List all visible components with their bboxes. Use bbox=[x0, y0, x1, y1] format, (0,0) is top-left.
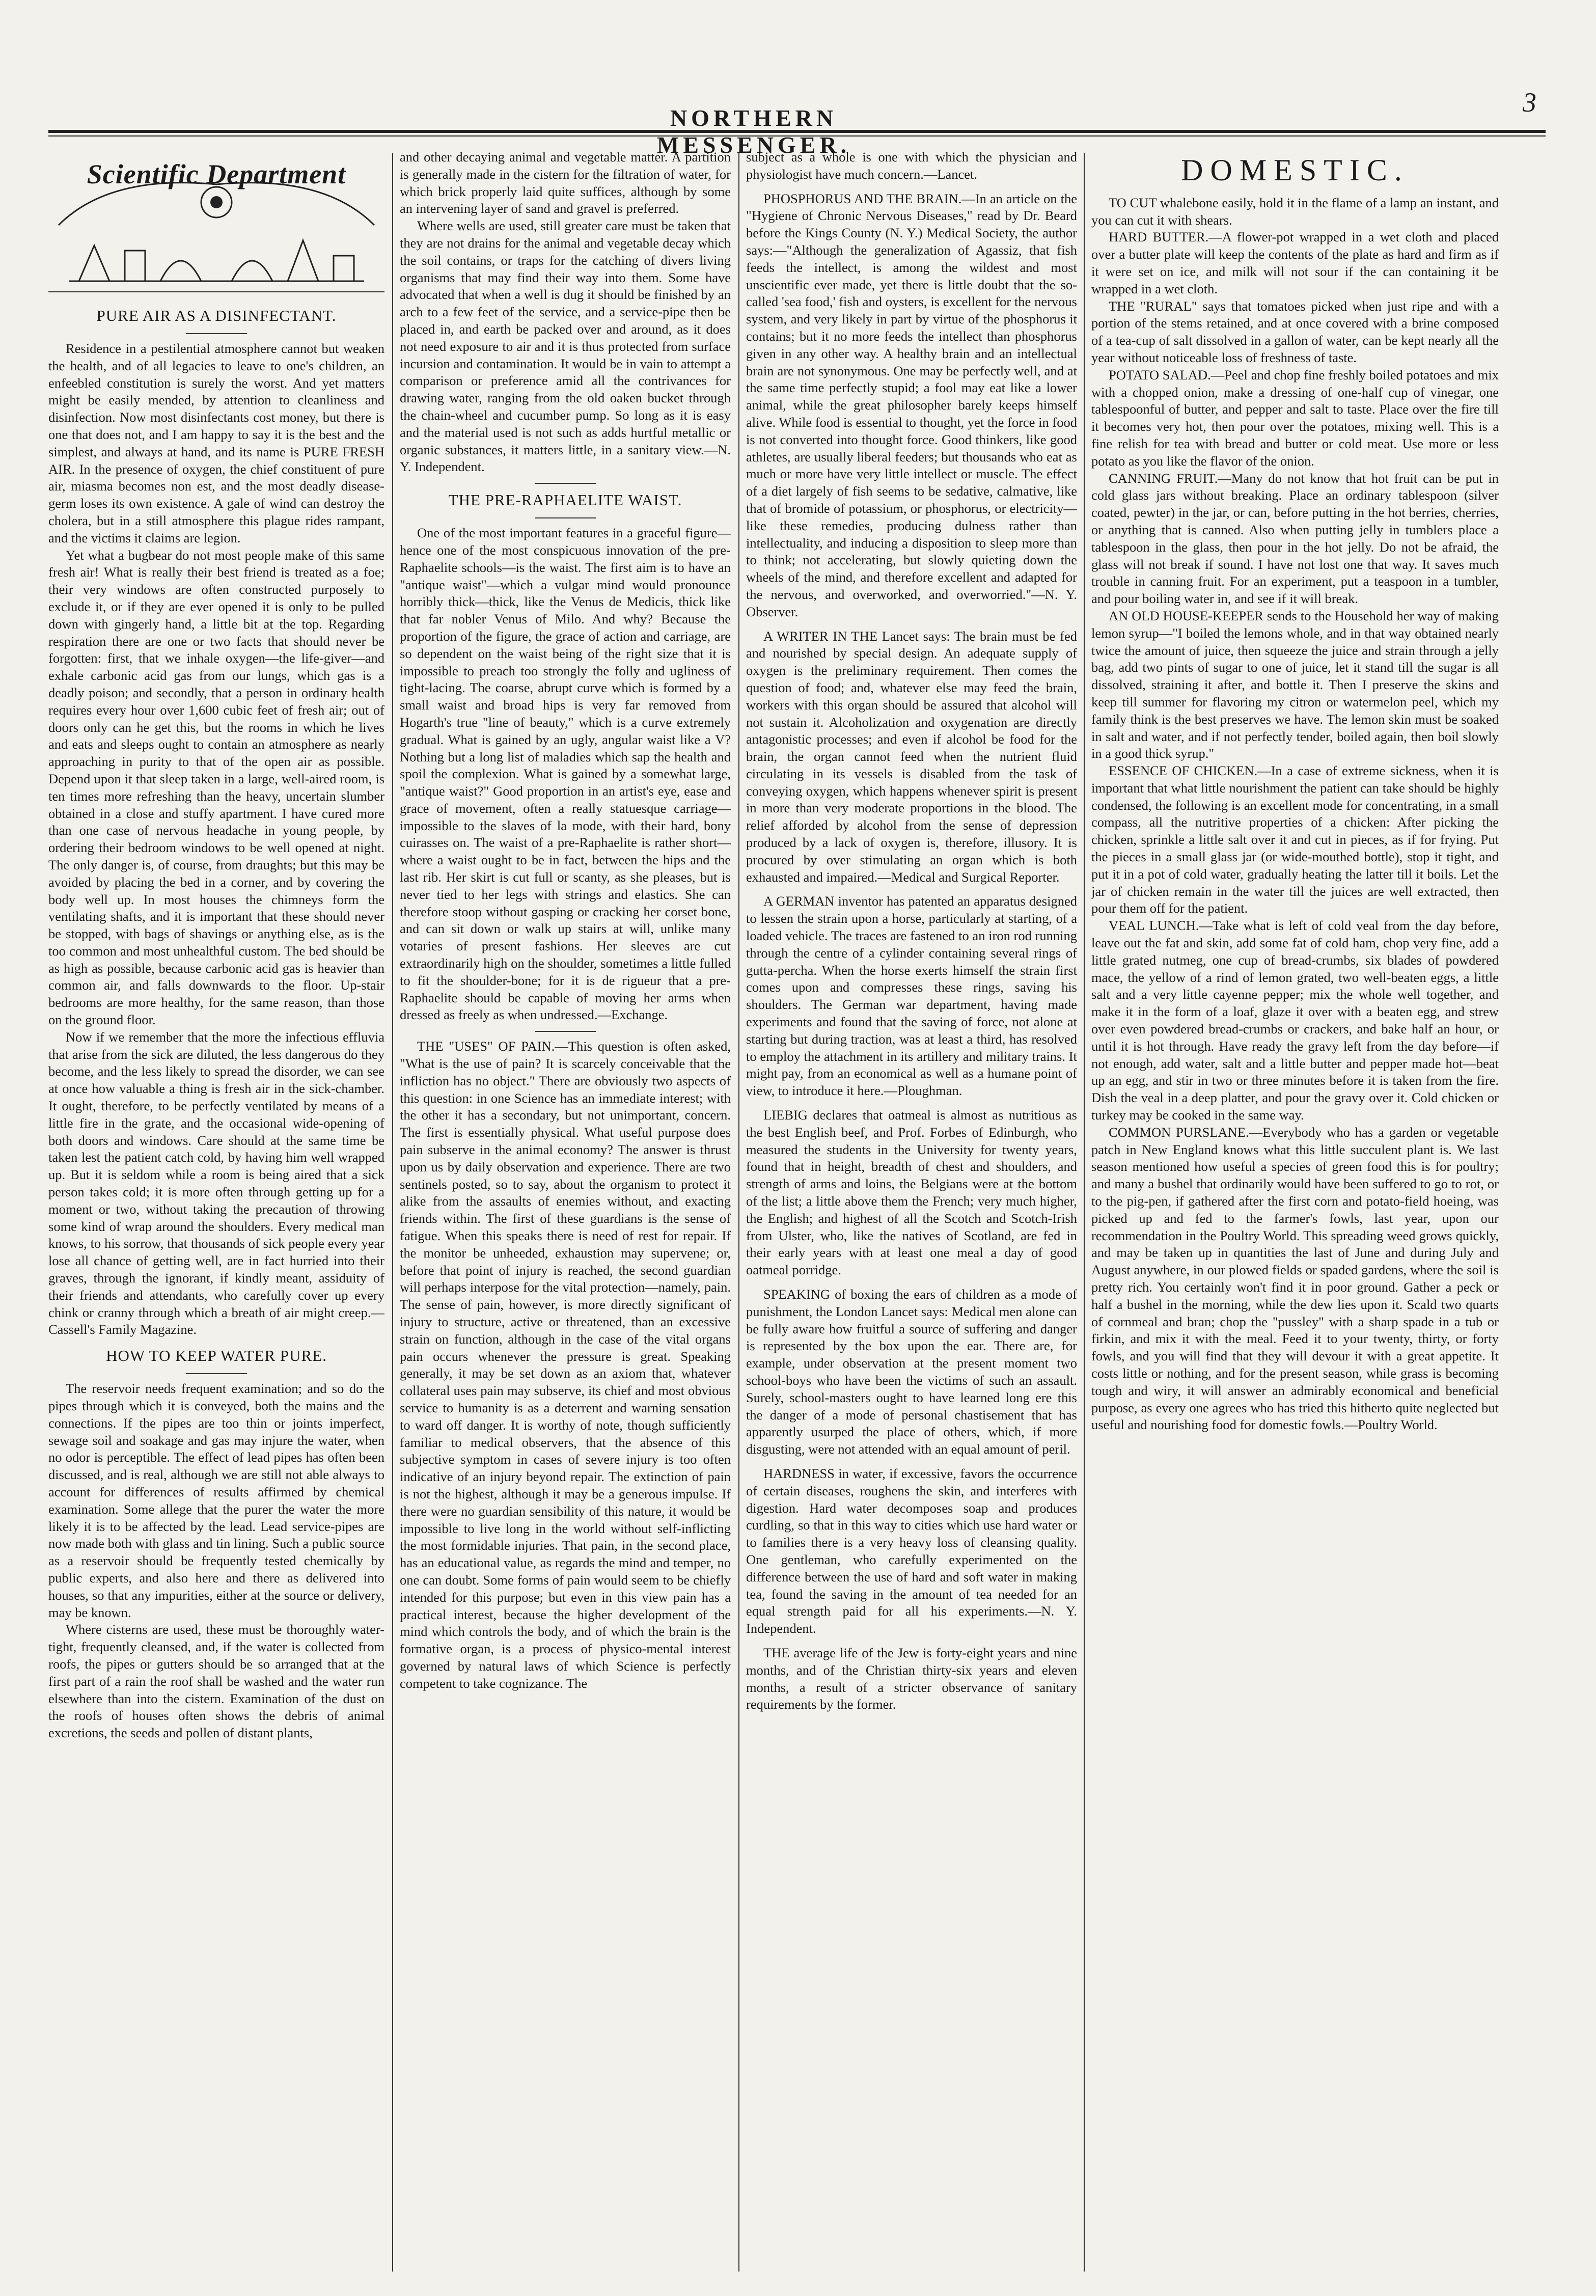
article-paragraph: LIEBIG declares that oatmeal is almost as nutritious as the best English beef, and Prof. Forbes of Edinburgh, who measured the students in the University for twenty years, found that in height, breadth of chest and shoulders, and strength of arms and loins, the Belgians were at the bottom of the list; a little above them the French; very much higher, the English; and highest of all the Scotch and Scotch-Irish from Ulster, who, like the natives of Scotland, are fed in their early years with at least one meal a day of good oatmeal porridge. bbox=[746, 1107, 1077, 1278]
recipe-paragraph: THE "RURAL" says that tomatoes picked when just ripe and with a portion of the stems retained, and at once covered with a brine composed of a tea-cup of salt dissolved in a gallon of water, can be kept nearly all the year without noticeable loss of freshness of taste. bbox=[1091, 298, 1499, 365]
logo-text: Scientific Department bbox=[87, 159, 346, 189]
column-divider bbox=[392, 153, 393, 2272]
recipe-paragraph: VEAL LUNCH.—Take what is left of cold veal from the day before, leave out the fat and skin, add some fat of cold ham, chop very fine, add a little grated nutmeg, one cup of bread-crumbs, six blades of powdered mace, the yellow of a rind of lemon grated, two well-beaten eggs, a little salt and a very little cayenne pepper; mix the whole well together, and make it in the form of a loaf, glaze it over with a beaten egg, and strew over even powdered bread-crumbs or crackers, and bake half an hour, or until it is hot through. Have ready the gravy left from the day before—if not enough, add water, salt and a little butter and pepper made hot—beat up an egg, and stir in two or three minutes before it is taken from the fire. Dish the veal in a deep platter, and pour the gravy over it. Cold chicken or turkey may be cooked in the same way. bbox=[1091, 918, 1499, 1123]
heading-rule bbox=[535, 517, 596, 518]
article-paragraph: One of the most important features in a graceful figure—hence one of the most conspicuous innovation of the pre-Raphaelite schools—is the waist. The first aim is to have an "antique waist"—which a vulgar mind would pronounce horribly thick—thick, like the Venus de Medicis, thick like that far nobler Venus of Milo. And why? Because the proportion of the figure, the grace of action and carriage, are so dependent on the waist being of the right size that it is impossible to preach too strongly the folly and ugliness of tight-lacing. The coarse, abrupt curve which is formed by a small waist and broad hips is very far removed from Hogarth's true "line of beauty," which is a curve extremely gradual. What is gained by an ugly, angular waist like a V? Nothing but a long list of maladies which sap the health and spoil the complexion. What is gained by a somewhat large, "antique waist?" Good proportion in an artist's eye, ease and grace of movement, often a really statuesque carriage—impossible to the slaves of la mode, with their hard, bony cuirasses on. The waist of a pre-Raphaelite is rather short—where a waist ought to be in fact, between the hips and the last rib. Her skirt is cut full or scanty, as she pleases, but is never tied to her legs with strings and elastics. She can therefore stoop without gasping or cracking her corset bone, and can sit down or walk up stairs at will, unlike many votaries of present fashions. Her sleeves are cut extraordinarily high on the shoulder, sometimes a little fulled to fit the shoulder-bone; for it is de rigueur that a pre-Raphaelite should be capable of moving her arms when dressed as freely as when undressed.—Exchange. bbox=[400, 525, 731, 1023]
article-paragraph: subject as a whole is one with which the physician and physiologist have much concern.—Lancet. bbox=[746, 149, 1077, 182]
article-paragraph: The reservoir needs frequent examination; and so do the pipes through which it is conveyed, both the mains and the connections. If the pipes are too thin or joints imperfect, sewage soil and soakage and gas may injure the water, when no odor is perceptible. The effect of lead pipes has often been discussed, and is real, although we are still not able always to account for differences of results affirmed by chemical examination. Some allege that the purer the water the more likely it is to be affected by the lead. Lead service-pipes are now made both with glass and tin lining. Such a public source as a reservoir should be frequently tested chemically by public experts, and also here and there as delivered into houses, so that any impurities, either at the source or delivery, may be known. bbox=[48, 1381, 384, 1620]
column-1 bbox=[48, 149, 384, 2273]
article-title: THE PRE-RAPHAELITE WAIST. bbox=[448, 491, 682, 509]
column-3 bbox=[746, 149, 1077, 2273]
masthead bbox=[0, 0, 1596, 158]
masthead-title: NORTHERN MESSENGER. bbox=[656, 105, 851, 158]
masthead-rule bbox=[48, 130, 1546, 133]
article-title: PURE AIR AS A DISINFECTANT. bbox=[96, 307, 337, 324]
article-paragraph: Where cisterns are used, these must be thoroughly water-tight, frequently cleansed, and, if the water is collected from roofs, the pipes or gutters should be so arranged that at the first part of a rain the roof shall be washed and the water run elsewhere than into the cistern. Examination of the dust on the roofs of houses often shows the debris of animal excretions, the seeds and pollen of distant plants, bbox=[48, 1622, 384, 1741]
page-number: 3 bbox=[1523, 87, 1536, 118]
heading-rule bbox=[535, 483, 596, 484]
recipe-paragraph: CANNING FRUIT.—Many do not know that hot fruit can be put in cold glass jars without breaking. Place an ordinary tablespoon (silver coated, pewter) in the jar, or can, before putting in the hot berries, cherries, or anything that is canned. Also when putting jelly in tumblers place a tablespoon in the glass, then pour in the hot jelly. Do not be afraid, the glass will not break if sound. I have not lost one that way. It saves much trouble in canning fruit. For an experiment, put a teaspoon in a tumbler, and pour boiling water in, and see if it will break. bbox=[1091, 470, 1499, 607]
recipe-paragraph: ESSENCE OF CHICKEN.—In a case of extreme sickness, when it is important that what little nourishment the patient can take should be highly condensed, the following is an excellent mode for concentrating, in a small compass, all the nutritive properties of a chicken: After picking the chicken, sprinkle a little salt over it and cut in pieces, as if for frying. Put the pieces in a small glass jar (or wide-mouthed bottle), stop it tight, and put it in a pot of cold water, gradually heating the latter till it boils. Let the jar of chicken remain in the water till the juices are well extracted, then pour them off for the patient. bbox=[1091, 763, 1499, 916]
article-paragraph: A GERMAN inventor has patented an apparatus designed to lessen the strain upon a horse, particularly at starting, of a loaded vehicle. The traces are fastened to an iron rod running through the centre of a cylinder containing several rings of gutta-percha. When the horse exerts himself the strain first comes upon and compresses these rings, saving his shoulders. The German war department, having made experiments and found that the saving of force, not alone at starting but during traction, was at least a third, has resolved to employ the attachment in its artillery and military trains. It might pay, from an economical as well as a humane point of view, to introduce it here.—Ploughman. bbox=[746, 893, 1077, 1099]
section-title: DOMESTIC. bbox=[1181, 153, 1409, 187]
article-paragraph: Yet what a bugbear do not most people make of this same fresh air! What is really their best friend is treated as a foe; their very windows are often constructed purposely to exclude it, or if they are ever opened it is only to be pulled down with gingerly hand, a little bit at the top. Regarding respiration there are one or two facts that should never be forgotten: first, that we inhale oxygen—the life-giver—and exhale carbonic acid gas from our lungs, which gas is a deadly poison; and secondly, that a person in ordinary health requires every hour over 1,600 cubic feet of fresh air; out of doors only can he get this, but the rooms in which he lives and eats and sleeps ought to contain an atmosphere as nearly approaching in purity to that of the open air as possible. Depend upon it that sleep taken in a large, well-aired room, is ten times more refreshing than the heavy, uncertain slumber obtained in a close and stuffy apartment. I have cured more than one case of nervous headache in young people, by ordering their bedroom windows to be well opened at night. The only danger is, of course, from draughts; but this may be avoided by placing the bed in a corner, and by covering the body well up. In most houses the chimneys form the ventilating shafts, and it is important that these should never be stopped, with bags of shavings or anything else, as is the too common and most unhealthful custom. The bed should be as high as possible, because carbonic acid gas is heavier than common air, and falls downwards to the floor. Up-stair bedrooms are more healthy, for the same reason, than those on the ground floor. bbox=[48, 547, 384, 1028]
column-2 bbox=[400, 149, 731, 2273]
column-4 bbox=[1091, 149, 1499, 2273]
article-paragraph: THE "USES" OF PAIN.—This question is often asked, "What is the use of pain? It is scarcely conceivable that the infliction has no object." There are obviously two aspects of this question: in one Science has an immediate interest; with the other it has a secondary, but not unimportant, concern. The first is essentially physical. What useful purpose does pain subserve in the animal economy? The answer is thrust upon us by daily observation and experience. There are two sentinels posted, so to say, about the organism to protect it alike from the assaults of enemies without, and exacting friends within. The first of these guardians is the sense of fatigue. When this speaks there is need of rest for repair. If the monitor be unheeded, exhaustion may supervene; or, before that point of injury is reached, the second guardian will perhaps interpose for the vital protection—namely, pain. The sense of pain, however, is more directly significant of injury to structure, active or threatened, than an excessive strain on function, although in the case of the vital organs pain occurs whenever the pressure is great. Speaking generally, it may be set down as an axiom that, whatever collateral uses pain may subserve, its chief and most obvious service to humanity is as a deterrent and warning sensation to ward off danger. It is worthy of note, though sufficiently familiar to medical observers, that the absence of this subjective symptom in cases of severe injury is too often indicative of an injury beyond repair. The extinction of pain is not the highest, although it may be a generous impulse. If there were no guardian sensibility of this nature, it would be impossible to live long in the world without self-inflicting the most formidable injuries. That pain, in the second place, has an educational value, as regards the mind and temper, no one can doubt. Some forms of pain would seem to be chiefly intended for this purpose; but even in this view pain has a practical interest, because the higher development of the mind which controls the body, and of which the brain is the formative organ, is a process of physico-mental interest governed by natural laws of which Science is perfectly competent to take cognizance. The bbox=[400, 1038, 731, 1691]
article-paragraph: A WRITER IN THE Lancet says: The brain must be fed and nourished by special design. An adequate supply of oxygen is the preliminary requirement. Then comes the question of food; and, whatever else may feed the brain, workers with this organ should be assured that alcohol will not sustain it. Alcoholization and oxygenation are directly antagonistic processes; and even if alcohol be food for the brain, the organ cannot feed when the nutrient fluid circulating in its vessels is disabled from the task of conveying oxygen, which happens whenever spirit is present in more than very moderate proportions in the blood. The relief afforded by alcohol from the sense of depression produced by a lack of oxygen is, therefore, illusory. It is procured by over stimulating an organ which is both exhausted and impaired.—Medical and Surgical Reporter. bbox=[746, 628, 1077, 885]
article-paragraph: Now if we remember that the more the infectious effluvia that arise from the sick are diluted, the less dangerous do they become, and the less likely to spread the disorder, we can see at once how valuable a thing is fresh air in the sick-chamber. It ought, therefore, to be perfectly ventilated by means of a little fire in the grate, and the occasional wide-opening of both doors and windows. Care should at the same time be taken lest the patient catch cold, by having him well wrapped up. But it is seldom while a room is being aired that a sick person takes cold; it is more often through getting up for a moment or two, without taking the precaution of throwing some kind of wrap around the shoulders. Every medical man knows, to his sorrow, that thousands of sick people every year lose all chance of getting well, are in fact hurried into their graves, through the ignorant, if kindly meant, assiduity of their friends and attendants, who carefully cover up every chink or cranny through which a breath of air might creep.—Cassell's Family Magazine. bbox=[48, 1029, 384, 1337]
article-paragraph: Residence in a pestilential atmosphere cannot but weaken the health, and of all legacies to leave to one's children, an enfeebled constitution is surely the worst. And yet matters might be easily mended, by attention to cleanliness and disinfection. Now most disinfectants cost money, but there is one that does not, and I am happy to say it is the best and the simplest, and always at hand, and its name is PURE FRESH AIR. In the presence of oxygen, the chief constituent of pure air, miasma becomes non est, and the most deadly disease-germ loses its own existence. A gale of wind can destroy the cholera, but in a still atmosphere this plague rides rampant, and the victims it claims are legion. bbox=[48, 341, 384, 545]
scientific-department-logo bbox=[48, 154, 384, 292]
masthead-rule-thin bbox=[48, 135, 1546, 136]
article-paragraph: HARDNESS in water, if excessive, favors the occurrence of certain diseases, roughens the skin, and interferes with digestion. Hard water decomposes soap and produces curdling, so that in this way to cities which use hard water or to families there is a very heavy loss of cleansing quality. One gentleman, who carefully experimented on the difference between the use of hard and soft water in making tea, found the saving in the amount of tea needed for an equal strength paid for all his experiments.—N. Y. Independent. bbox=[746, 1465, 1077, 1636]
recipe-paragraph: TO CUT whalebone easily, hold it in the flame of a lamp an instant, and you can cut it with shears. bbox=[1091, 195, 1499, 228]
article-paragraph: THE average life of the Jew is forty-eight years and nine months, and of the Christian thirty-six years and eleven months, a result of a stricter observance of sanitary requirements by the former. bbox=[746, 1645, 1077, 1712]
heading-rule bbox=[186, 1373, 247, 1374]
recipe-paragraph: COMMON PURSLANE.—Everybody who has a garden or vegetable patch in New England knows what this little succulent plant is. We last season mentioned how useful a species of green food this is for poultry; and many a bushel that ordinarily would have been suffered to go to rot, or to the pig-pen, if gathered after the first corn and potato-field hoeing, was picked up and fed to the farmer's fowls, last year, upon our recommendation in the Poultry World. This spreading weed grows quickly, and may be taken up in quantities the last of June and during July and August anywhere, in our plowed fields or spaded gardens, where the soil is pretty rich. You certainly won't find it in poor ground. Gather a peck or half a bushel in the morning, while the dew lies upon it. Scald two quarts of cornmeal and bran; chop the "pussley" with a sharp spade in a tub or firkin, and mix it with the meal. Feed it to your twenty, thirty, or forty fowls, and you will find that they will devour it with a great appetite. It costs little or nothing, and for the present season, while grass is becoming tough and wiry, it will answer an admirably economical and beneficial purpose, as every one agrees who has tried this hitherto quite neglected but useful and nourishing food for domestic fowls.—Poultry World. bbox=[1091, 1124, 1499, 1433]
article-paragraph: SPEAKING of boxing the ears of children as a mode of punishment, the London Lancet says: Medical men alone can be fully aware how fruitful a source of suffering and danger is represented by the box upon the ear. There are, for example, under observation at the present moment two school-boys who have been the victims of such an assault. Surely, school-masters ought to have learned long ere this the danger of a mode of personal chastisement that has apparently usurped the place of others, which, if more disgusting, were not attended with an equal amount of peril. bbox=[746, 1287, 1077, 1457]
column-divider bbox=[738, 153, 739, 2272]
article-paragraph: PHOSPHORUS AND THE BRAIN.—In an article on the "Hygiene of Chronic Nervous Diseases," read by Dr. Beard before the Kings County (N. Y.) Medical Society, the author says:—"Although the generalization of Agassiz, that fish feeds the intellect, is among the wildest and most unscientific ever made, yet there is little doubt that the so-called 'sea food,' fish and oysters, is excellent for the nervous system, and very likely in part by virtue of the phosphorus it contains; but it no more feeds the intellect than phosphorus given in any other way. A healthy brain and an intellectual brain are not synonymous. One may be perfectly well, and at the same time perfectly stupid; a fool may eat like a lower animal, while the great philosopher barely keeps himself alive. While food is essential to thought, yet the force in food is not converted into thought force. Good thinkers, like good athletes, are usually liberal feeders; but thousands who eat as much or more have very little intellect or muscle. The effect of a diet largely of fish seems to be sedative, calmative, like that of bromide of potassium, or phosphorus, or electricity—like these remedies, producing dulness rather than intellectuality, and inducing a disposition to sleep more than to think; not accelerating, but slowly quieting down the wheels of the mind, and therefore excellent and adapted for the nervous, and overworked, and overworried."—N. Y. Observer. bbox=[746, 190, 1077, 619]
heading-rule bbox=[186, 333, 247, 334]
recipe-paragraph: HARD BUTTER.—A flower-pot wrapped in a wet cloth and placed over a butter plate will keep the contents of the plate as hard and firm as if it were set on ice, and milk will not sour if the can containing it be wrapped in a wet cloth. bbox=[1091, 229, 1499, 296]
article-title: HOW TO KEEP WATER PURE. bbox=[106, 1347, 327, 1365]
column-divider bbox=[1084, 153, 1085, 2272]
recipe-paragraph: AN OLD HOUSE-KEEPER sends to the Household her way of making lemon syrup—"I boiled the lemons whole, and in that way obtained nearly twice the amount of juice, then squeeze the juice and strain through a jelly bag, add two pints of sugar to one of juice, let it stand till the sugar is all dissolved, straining it after, and bottle it. Then I preserve the skins and keep till summer for flavoring my citron or watermelon peel, which my family think is the best preserves we have. The lemon skin must be soaked in salt and water, and if not perfectly tender, boiled again, then boil slowly in a good thick syrup." bbox=[1091, 608, 1499, 761]
recipe-paragraph: POTATO SALAD.—Peel and chop fine freshly boiled potatoes and mix with a chopped onion, make a dressing of one-half cup of vinegar, one tablespoonful of butter, and pepper and salt to taste. Place over the fire till it becomes very hot, then pour over the potatoes, mixing well. This is a fine relish for tea with bread and butter or cold meat. Use more or less potato as you like the flavor of the onion. bbox=[1091, 367, 1499, 469]
article-paragraph: Where wells are used, still greater care must be taken that they are not drains for the animal and vegetable decay which the soil contains, or traps for the catching of divers living organisms that may find their way into them. Some have advocated that when a well is dug it should be finished by an arch to a few feet of the service, and a service-pipe then be placed in, and earth be packed over and around, as it does not need exposure to air and it is thus protected from surface incursion and contamination. It would be in vain to attempt a comparison or preference amid all the contrivances for drawing water, ranging from the old oaken bucket through the chain-wheel and cucumber pump. So long as it is easy and the material used is not such as adds hurtful metallic or organic substances, it matters little, in a sanitary view.—N. Y. Independent. bbox=[400, 218, 731, 475]
heading-rule bbox=[535, 1031, 596, 1032]
article-paragraph: and other decaying animal and vegetable matter. A partition is generally made in the cistern for the filtration of water, for which brick properly laid quite suffices, although by some an intervening layer of sand and gravel is preferred. bbox=[400, 149, 731, 216]
